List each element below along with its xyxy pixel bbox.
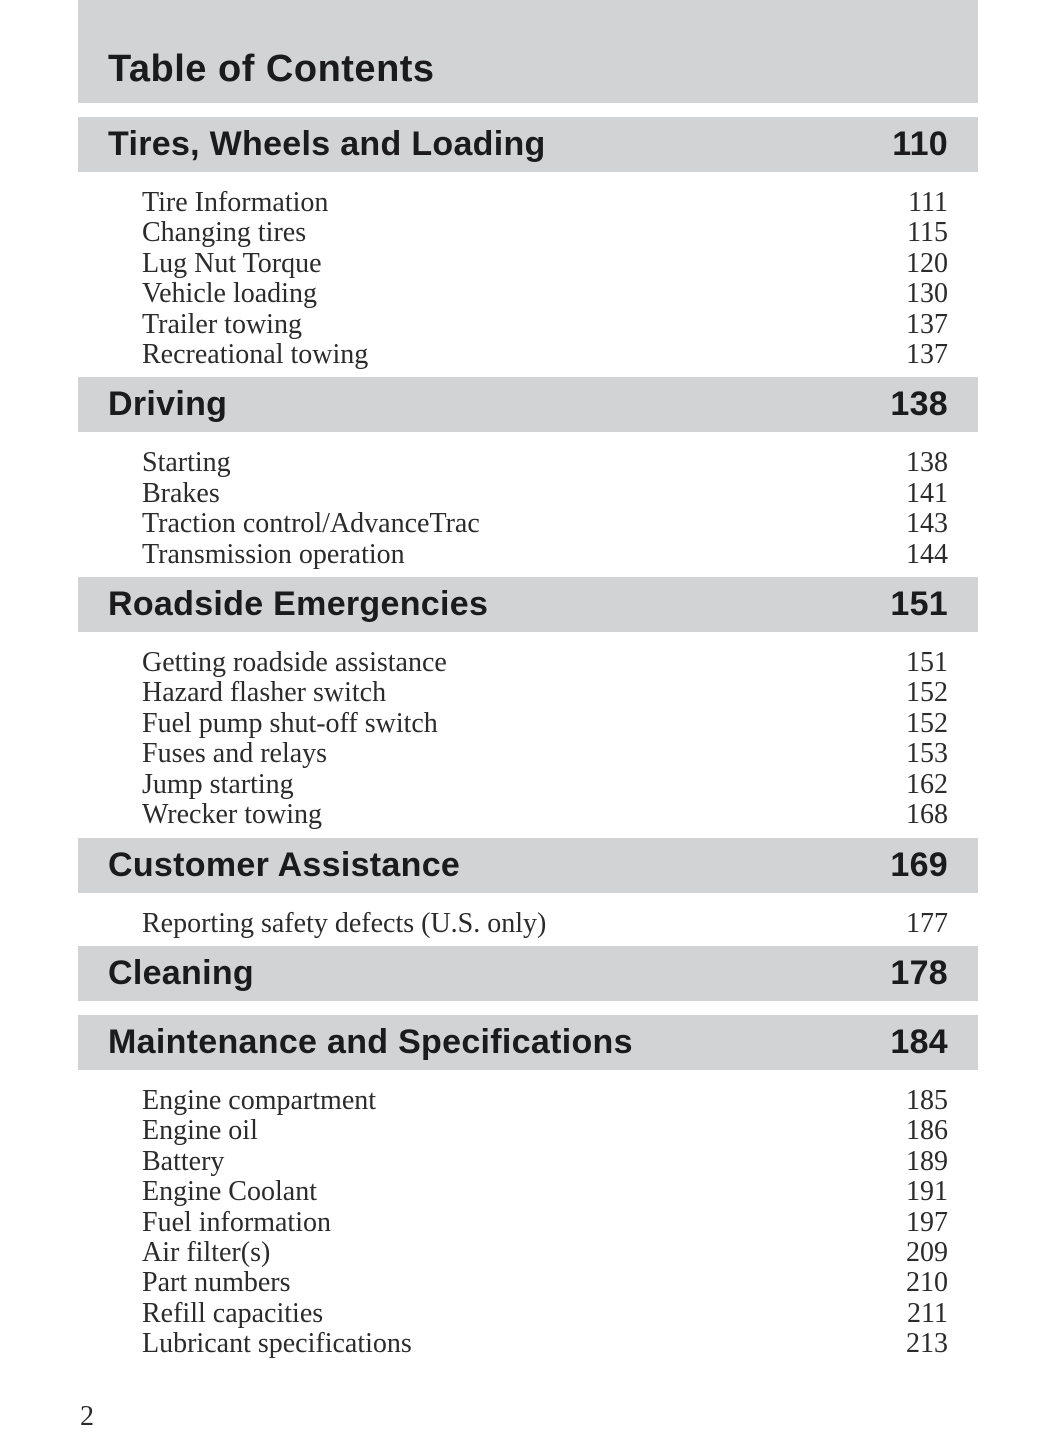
section-header [78, 838, 978, 893]
entry-label: Brakes [142, 477, 220, 509]
entry-page-number: 211 [907, 1297, 948, 1329]
toc-entry [142, 709, 948, 739]
toc-entry [142, 310, 948, 340]
page-footer [78, 1401, 978, 1433]
entry-label: Battery [142, 1145, 225, 1177]
entry-label: Reporting safety defects (U.S. only) [142, 907, 547, 939]
entry-label: Fuel information [142, 1206, 331, 1238]
entry-page-number: 177 [906, 907, 948, 939]
section-header [78, 577, 978, 632]
section-entries [78, 893, 978, 946]
toc-entry [142, 1086, 948, 1116]
entry-label: Recreational towing [142, 339, 369, 371]
section-entries [78, 432, 978, 577]
toc-entry [142, 218, 948, 248]
section-title: Customer Assistance [108, 845, 461, 884]
toc-entry [142, 909, 948, 939]
entry-label: Part numbers [142, 1267, 291, 1299]
toc-entry [142, 340, 948, 370]
toc-entry [142, 279, 948, 309]
toc-entry [142, 479, 948, 509]
entry-label: Getting roadside assistance [142, 647, 447, 679]
entry-label: Tire Information [142, 187, 329, 218]
entry-page-number: 185 [906, 1084, 948, 1116]
entry-page-number: 152 [906, 677, 948, 709]
entry-page-number: 191 [906, 1176, 948, 1208]
entry-label: Jump starting [142, 768, 294, 800]
entry-page-number: 141 [906, 477, 948, 509]
entry-label: Changing tires [142, 217, 307, 249]
entry-page-number: 138 [906, 447, 948, 479]
toc-entry [142, 739, 948, 769]
section-header [78, 117, 978, 172]
entry-label: Traction control/AdvanceTrac [142, 508, 480, 540]
entry-label: Wrecker towing [142, 799, 323, 831]
page-number: 2 [80, 1400, 94, 1432]
section-page-number: 184 [890, 1022, 948, 1061]
toc-entry [142, 448, 948, 478]
toc-entry [142, 540, 948, 570]
entry-page-number: 213 [906, 1328, 948, 1360]
entry-page-number: 111 [908, 187, 948, 218]
toc-entry [142, 1329, 948, 1359]
entry-page-number: 189 [906, 1145, 948, 1177]
toc-entry [142, 509, 948, 539]
toc-entry [142, 1147, 948, 1177]
entry-page-number: 197 [906, 1206, 948, 1238]
toc-entry [142, 1208, 948, 1238]
entry-page-number: 137 [906, 339, 948, 371]
entry-label: Lug Nut Torque [142, 247, 322, 279]
entry-label: Starting [142, 447, 231, 479]
section-page-number: 138 [890, 385, 948, 424]
section-header [78, 946, 978, 1001]
section-entries [78, 172, 978, 377]
entry-page-number: 115 [907, 217, 948, 249]
entry-page-number: 186 [906, 1115, 948, 1147]
entry-label: Lubricant specifications [142, 1328, 412, 1360]
section-page-number: 169 [890, 845, 948, 884]
toc-entry [142, 1116, 948, 1146]
page-title-bar [78, 0, 978, 103]
section-page-number: 151 [890, 585, 948, 624]
entry-page-number: 144 [906, 538, 948, 570]
entry-page-number: 143 [906, 508, 948, 540]
section-title: Roadside Emergencies [108, 585, 489, 624]
section-page-number: 110 [892, 125, 948, 163]
toc-entry [142, 1268, 948, 1298]
toc-sections [78, 117, 978, 1367]
section-title: Tires, Wheels and Loading [108, 125, 546, 163]
entry-label: Fuses and relays [142, 738, 328, 770]
page-title: Table of Contents [108, 48, 435, 90]
entry-label: Fuel pump shut-off switch [142, 707, 438, 739]
toc-entry [142, 1177, 948, 1207]
entry-page-number: 152 [906, 707, 948, 739]
entry-page-number: 130 [906, 278, 948, 310]
toc-entry [142, 188, 948, 218]
toc-entry [142, 770, 948, 800]
entry-label: Hazard flasher switch [142, 677, 387, 709]
entry-label: Engine Coolant [142, 1176, 317, 1208]
section-title: Cleaning [108, 953, 254, 992]
entry-label: Vehicle loading [142, 278, 317, 310]
toc-entry [142, 648, 948, 678]
entry-page-number: 153 [906, 738, 948, 770]
entry-label: Trailer towing [142, 308, 302, 340]
section-header [78, 1015, 978, 1070]
toc-page [78, 0, 978, 1433]
toc-entry [142, 249, 948, 279]
section-header [78, 377, 978, 432]
entry-page-number: 210 [906, 1267, 948, 1299]
entry-page-number: 168 [906, 799, 948, 831]
entry-page-number: 209 [906, 1236, 948, 1268]
entry-page-number: 151 [906, 647, 948, 679]
entry-label: Engine compartment [142, 1084, 377, 1116]
section-entries [78, 1070, 978, 1367]
entry-page-number: 137 [906, 308, 948, 340]
entry-label: Air filter(s) [142, 1236, 271, 1268]
entry-label: Transmission operation [142, 538, 405, 570]
section-title: Driving [108, 385, 228, 424]
section-page-number: 178 [890, 953, 948, 992]
entry-page-number: 120 [906, 247, 948, 279]
section-entries [78, 632, 978, 837]
entry-page-number: 162 [906, 768, 948, 800]
section-title: Maintenance and Specifications [108, 1022, 633, 1061]
entry-label: Engine oil [142, 1115, 258, 1147]
entry-label: Refill capacities [142, 1297, 324, 1329]
toc-entry [142, 678, 948, 708]
toc-entry [142, 800, 948, 830]
toc-entry [142, 1238, 948, 1268]
toc-entry [142, 1299, 948, 1329]
